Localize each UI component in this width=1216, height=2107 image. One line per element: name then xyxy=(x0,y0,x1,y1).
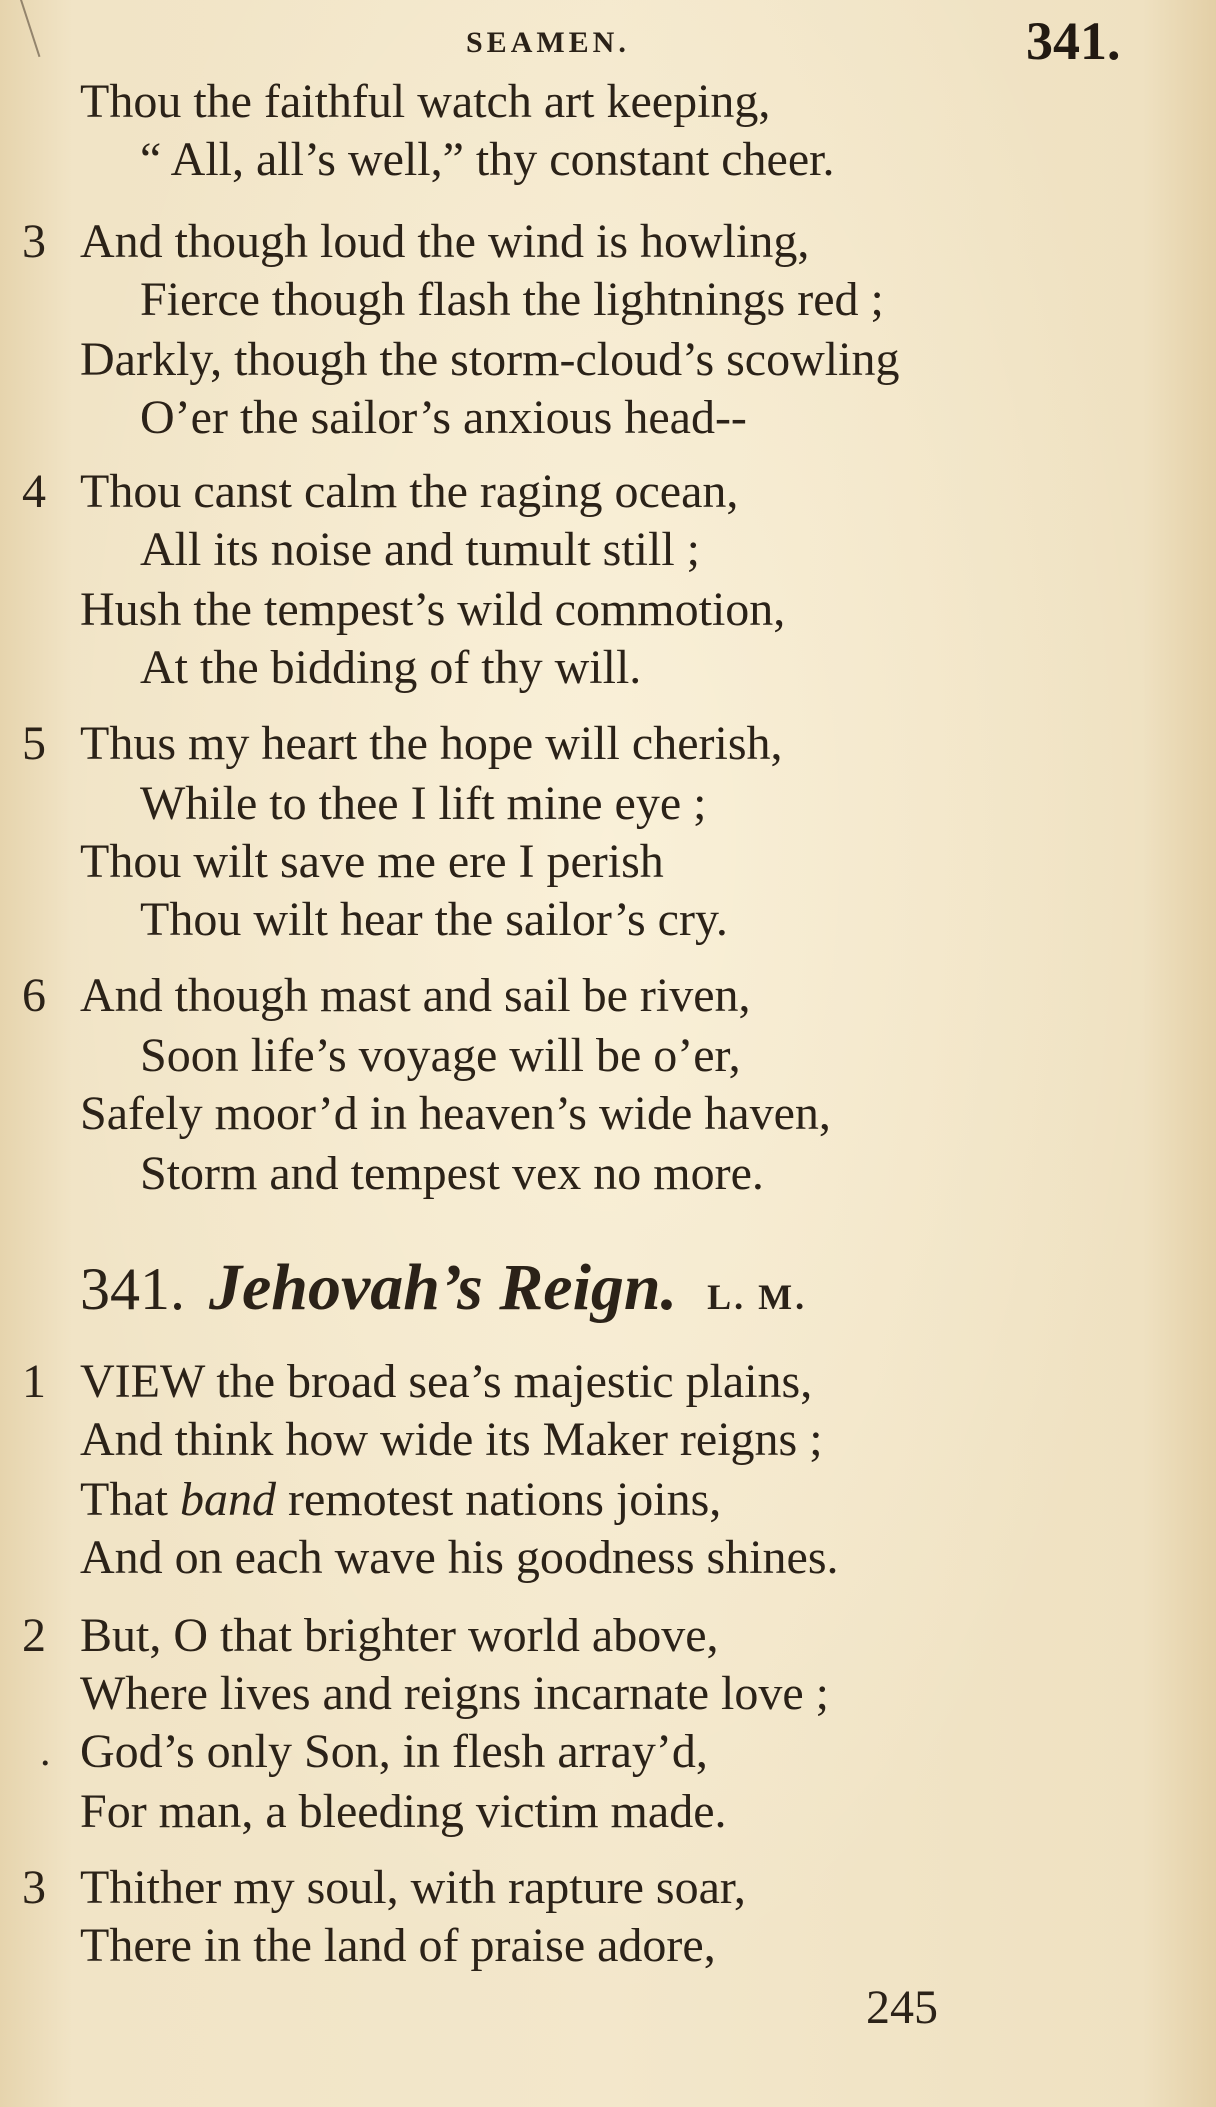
hymn-title: Jehovah’s Reign. xyxy=(209,1251,678,1324)
verse-line: Thou wilt hear the sailor’s cry. xyxy=(140,893,728,946)
verse-line: Safely moor’d in heaven’s wide haven, xyxy=(80,1087,831,1140)
verse-line: Fierce though flash the lightnings red ; xyxy=(140,273,884,326)
verse-line: 1 VIEW the broad sea’s majestic plains, xyxy=(22,1355,813,1408)
running-title: SEAMEN. xyxy=(466,26,630,59)
verse-line: There in the land of praise adore, xyxy=(80,1919,716,1972)
verse-line: While to thee I lift mine eye ; xyxy=(140,777,707,830)
verse-line: Where lives and reigns incarnate love ; xyxy=(80,1667,830,1720)
verse-line: For man, a bleeding victim made. xyxy=(80,1785,727,1838)
verse-line: 3 Thither my soul, with rapture soar, xyxy=(22,1861,746,1914)
stanza-number: 5 xyxy=(22,717,46,770)
verse-line: O’er the sailor’s anxious head-- xyxy=(140,391,747,444)
verse-line: 3 And though loud the wind is howling, xyxy=(22,215,810,268)
verse-line: 4 Thou canst calm the raging ocean, xyxy=(22,465,739,518)
verse-line-with-italic: That band remotest nations joins, xyxy=(80,1473,722,1526)
verse-line: 5 Thus my heart the hope will cherish, xyxy=(22,717,783,770)
hymn-number: 341. xyxy=(80,1256,185,1322)
verse-line: Darkly, though the storm-cloud’s scowling xyxy=(80,333,900,386)
stanza-number: 3 xyxy=(22,215,46,268)
signature-mark: 245 xyxy=(866,1981,938,2034)
verse-line: All its noise and tumult still ; xyxy=(140,523,701,576)
page-number: 341. xyxy=(1026,11,1121,71)
hymn-heading xyxy=(80,1250,1180,1330)
verse-line: . God’s only Son, in flesh array’d, xyxy=(40,1725,708,1778)
verse-line: And on each wave his goodness shines. xyxy=(80,1531,839,1584)
stanza-number: 6 xyxy=(22,969,46,1022)
stanza-number: 2 xyxy=(22,1609,46,1662)
stanza-number: 4 xyxy=(22,465,46,518)
running-head xyxy=(0,12,1216,72)
stray-mark: . xyxy=(40,1729,51,1775)
verse-line xyxy=(0,1472,1216,1528)
verse-line: 6 And though mast and sail be riven, xyxy=(22,969,751,1022)
verse-line: At the bidding of thy will. xyxy=(140,641,642,694)
verse-line: Soon life’s voyage will be o’er, xyxy=(140,1029,741,1082)
verse-line: “ All, all’s well,” thy constant cheer. xyxy=(140,133,835,186)
verse-line: Thou the faithful watch art keeping, xyxy=(80,75,771,128)
hymn-meter: L. M. xyxy=(707,1277,808,1317)
stanza-number: 1 xyxy=(22,1355,46,1408)
verse-line: Hush the tempest’s wild commotion, xyxy=(80,583,786,636)
verse-line: And think how wide its Maker reigns ; xyxy=(80,1413,823,1466)
verse-line: Thou wilt save me ere I perish xyxy=(80,835,664,888)
verse-line: 2 But, O that brighter world above, xyxy=(22,1609,719,1662)
verse-line: Storm and tempest vex no more. xyxy=(140,1147,764,1200)
italic-word: band xyxy=(179,1473,276,1526)
stanza-number: 3 xyxy=(22,1861,46,1914)
